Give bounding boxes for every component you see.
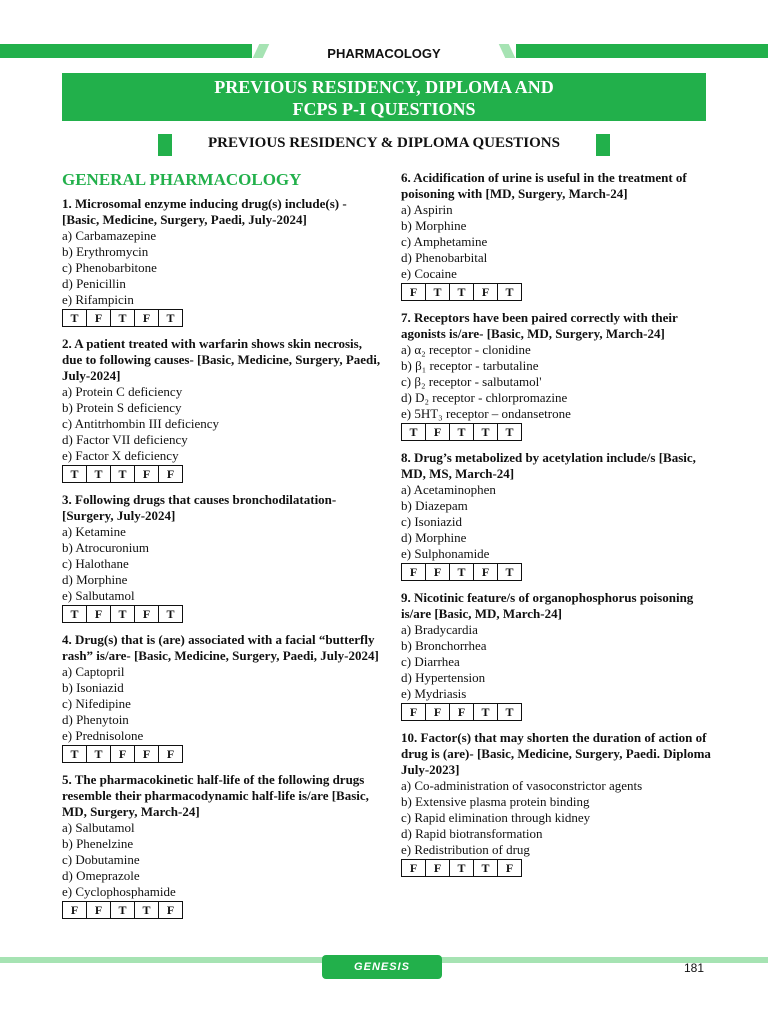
question-option: e) Prednisolone	[62, 728, 144, 743]
answer-cell: T	[497, 703, 522, 721]
question-option: a) Protein C deficiency	[62, 384, 183, 399]
answer-cell: F	[62, 901, 87, 919]
answer-cell: T	[473, 703, 498, 721]
answer-cell: T	[134, 901, 159, 919]
answer-cell: T	[62, 745, 87, 763]
answer-cell: F	[134, 745, 159, 763]
question-option: d) Phenytoin	[62, 712, 129, 727]
question-option: c) Phenobarbitone	[62, 260, 157, 275]
question-option: e) Cyclophosphamide	[62, 884, 176, 899]
answer-key	[62, 465, 382, 483]
answer-cell: T	[449, 283, 474, 301]
answer-cell: F	[401, 703, 426, 721]
question-option: b) Morphine	[401, 218, 467, 233]
question-option: d) Factor VII deficiency	[62, 432, 188, 447]
question-option: c) Antitrhombin III deficiency	[62, 416, 220, 431]
question-option: c) Halothane	[62, 556, 129, 571]
answer-cell: F	[86, 309, 111, 327]
question-option: b) Bronchorrhea	[401, 638, 487, 653]
answer-cell: F	[401, 859, 426, 877]
right-question-list	[401, 170, 721, 877]
question-text: 5. The pharmacokinetic half-life of the following drugs resemble their pharmacodynamic half-life is/are [Basic, MD, Surgery, March-24]	[62, 772, 369, 819]
question-option: d) Morphine	[401, 530, 467, 545]
page-number: 181	[684, 961, 705, 975]
header-title: PHARMACOLOGY	[327, 46, 441, 61]
answer-cell: F	[425, 423, 450, 441]
answer-cell: F	[110, 745, 135, 763]
question-text: 8. Drug’s metabolized by acetylation include/s [Basic, MD, MS, March-24]	[401, 450, 696, 481]
answer-cell: T	[449, 423, 474, 441]
question	[401, 450, 721, 581]
answer-cell: T	[158, 309, 183, 327]
answer-key	[62, 309, 382, 327]
question-option: b) Erythromycin	[62, 244, 149, 259]
answer-key	[401, 283, 721, 301]
question-option: a) Co-administration of vasoconstrictor agents	[401, 778, 643, 793]
left-column	[62, 170, 382, 928]
question-option: c) Rapid elimination through kidney	[401, 810, 591, 825]
answer-cell: T	[86, 745, 111, 763]
answer-cell: F	[473, 563, 498, 581]
question-option: e) Rifampicin	[62, 292, 134, 307]
banner-line-1: PREVIOUS RESIDENCY, DIPLOMA AND	[214, 77, 554, 97]
answer-cell: T	[110, 901, 135, 919]
left-question-list	[62, 196, 382, 919]
question-option: e) 5HT₃ receptor – ondansetrone	[401, 406, 571, 421]
question-option: a) α₂ receptor - clonidine	[401, 342, 531, 357]
answer-cell: F	[425, 703, 450, 721]
answer-cell: T	[158, 605, 183, 623]
answer-cell: T	[110, 465, 135, 483]
answer-key	[401, 859, 721, 877]
question-option: a) Acetaminophen	[401, 482, 496, 497]
right-column	[401, 170, 721, 886]
answer-cell: T	[110, 309, 135, 327]
question-option: c) Dobutamine	[62, 852, 140, 867]
question-text: 2. A patient treated with warfarin shows skin necrosis, due to following causes- [Basic, Medicine, Surgery, Paedi, July-2024]	[62, 336, 381, 383]
question-option: b) Atrocuronium	[62, 540, 150, 555]
answer-key	[62, 745, 382, 763]
subheading	[158, 134, 610, 156]
question-option: a) Captopril	[62, 664, 125, 679]
answer-cell: T	[110, 605, 135, 623]
question-option: a) Bradycardia	[401, 622, 478, 637]
question	[401, 590, 721, 721]
section-title: GENERAL PHARMACOLOGY	[62, 170, 302, 189]
question-text: 3. Following drugs that causes bronchodilatation- [Surgery, July-2024]	[62, 492, 337, 523]
answer-cell: T	[86, 465, 111, 483]
question-text: 1. Microsomal enzyme inducing drug(s) include(s) - [Basic, Medicine, Surgery, Paedi, July-2024]	[62, 196, 347, 227]
question	[401, 170, 721, 301]
answer-cell: T	[473, 859, 498, 877]
answer-key	[401, 423, 721, 441]
answer-cell: T	[497, 563, 522, 581]
question-option: b) Protein S deficiency	[62, 400, 182, 415]
answer-cell: T	[497, 283, 522, 301]
question-option: e) Sulphonamide	[401, 546, 490, 561]
answer-cell: F	[449, 703, 474, 721]
answer-cell: T	[401, 423, 426, 441]
question-option: a) Aspirin	[401, 202, 453, 217]
subheading-marker-right	[596, 134, 610, 156]
answer-cell: F	[401, 563, 426, 581]
answer-cell: T	[425, 283, 450, 301]
question-option: a) Ketamine	[62, 524, 126, 539]
answer-cell: F	[158, 745, 183, 763]
question-option: d) Penicillin	[62, 276, 126, 291]
question-option: d) Rapid biotransformation	[401, 826, 543, 841]
answer-cell: T	[449, 563, 474, 581]
footer-brand: GENESIS	[322, 955, 442, 979]
answer-key	[62, 901, 382, 919]
answer-cell: T	[62, 309, 87, 327]
answer-cell: F	[497, 859, 522, 877]
question-option: c) Nifedipine	[62, 696, 131, 711]
answer-cell: F	[86, 605, 111, 623]
question	[401, 310, 721, 441]
answer-cell: F	[158, 465, 183, 483]
question	[62, 632, 382, 763]
answer-key	[401, 703, 721, 721]
question-text: 9. Nicotinic feature/s of organophosphorus poisoning is/are [Basic, MD, March-24]	[401, 590, 694, 621]
question-option: b) Extensive plasma protein binding	[401, 794, 590, 809]
question-option: a) Salbutamol	[62, 820, 135, 835]
question	[62, 196, 382, 327]
question	[62, 772, 382, 919]
banner-line-2: FCPS P-I QUESTIONS	[292, 99, 476, 119]
question-option: c) Isoniazid	[401, 514, 463, 529]
header-bar-right	[516, 44, 768, 58]
question-option: b) Isoniazid	[62, 680, 124, 695]
chapter-banner	[62, 73, 706, 121]
question-option: e) Salbutamol	[62, 588, 135, 603]
question-option: e) Cocaine	[401, 266, 457, 281]
answer-cell: F	[134, 465, 159, 483]
question-option: e) Redistribution of drug	[401, 842, 530, 857]
question-text: 10. Factor(s) that may shorten the duration of action of drug is (are)- [Basic, Medicine, Surgery, Paedi. Diploma July-2023]	[401, 730, 711, 777]
question-option: e) Factor X deficiency	[62, 448, 179, 463]
answer-cell: T	[449, 859, 474, 877]
answer-cell: T	[473, 423, 498, 441]
question-text: 7. Receptors have been paired correctly with their agonists is/are- [Basic, MD, Surgery, March-24]	[401, 310, 678, 341]
answer-key	[62, 605, 382, 623]
question-option: c) β₂ receptor - salbutamol'	[401, 374, 542, 389]
question-option: a) Carbamazepine	[62, 228, 157, 243]
question	[62, 336, 382, 483]
question-option: d) Omeprazole	[62, 868, 140, 883]
answer-cell: F	[425, 859, 450, 877]
answer-cell: F	[158, 901, 183, 919]
subheading-text: PREVIOUS RESIDENCY & DIPLOMA QUESTIONS	[207, 135, 560, 151]
question-text: 6. Acidification of urine is useful in the treatment of poisoning with [MD, Surgery, March-24]	[401, 170, 687, 201]
answer-cell: F	[134, 309, 159, 327]
question-text: 4. Drug(s) that is (are) associated with a facial “butterfly rash” is/are- [Basic, Medicine, Surgery, Paedi, July-2024]	[62, 632, 379, 663]
question-option: d) Hypertension	[401, 670, 486, 685]
answer-cell: T	[62, 605, 87, 623]
answer-cell: F	[86, 901, 111, 919]
question	[62, 492, 382, 623]
question-option: b) Phenelzine	[62, 836, 134, 851]
answer-cell: T	[497, 423, 522, 441]
answer-cell: F	[473, 283, 498, 301]
answer-key	[401, 563, 721, 581]
answer-cell: F	[401, 283, 426, 301]
question-option: d) Morphine	[62, 572, 128, 587]
question-option: b) Diazepam	[401, 498, 468, 513]
question-option: b) β₁ receptor - tarbutaline	[401, 358, 539, 373]
question	[401, 730, 721, 877]
answer-cell: F	[425, 563, 450, 581]
question-option: d) D₂ receptor - chlorpromazine	[401, 390, 568, 405]
question-option: c) Amphetamine	[401, 234, 488, 249]
question-option: e) Mydriasis	[401, 686, 467, 701]
answer-cell: T	[62, 465, 87, 483]
answer-cell: F	[134, 605, 159, 623]
question-option: c) Diarrhea	[401, 654, 460, 669]
question-option: d) Phenobarbital	[401, 250, 488, 265]
